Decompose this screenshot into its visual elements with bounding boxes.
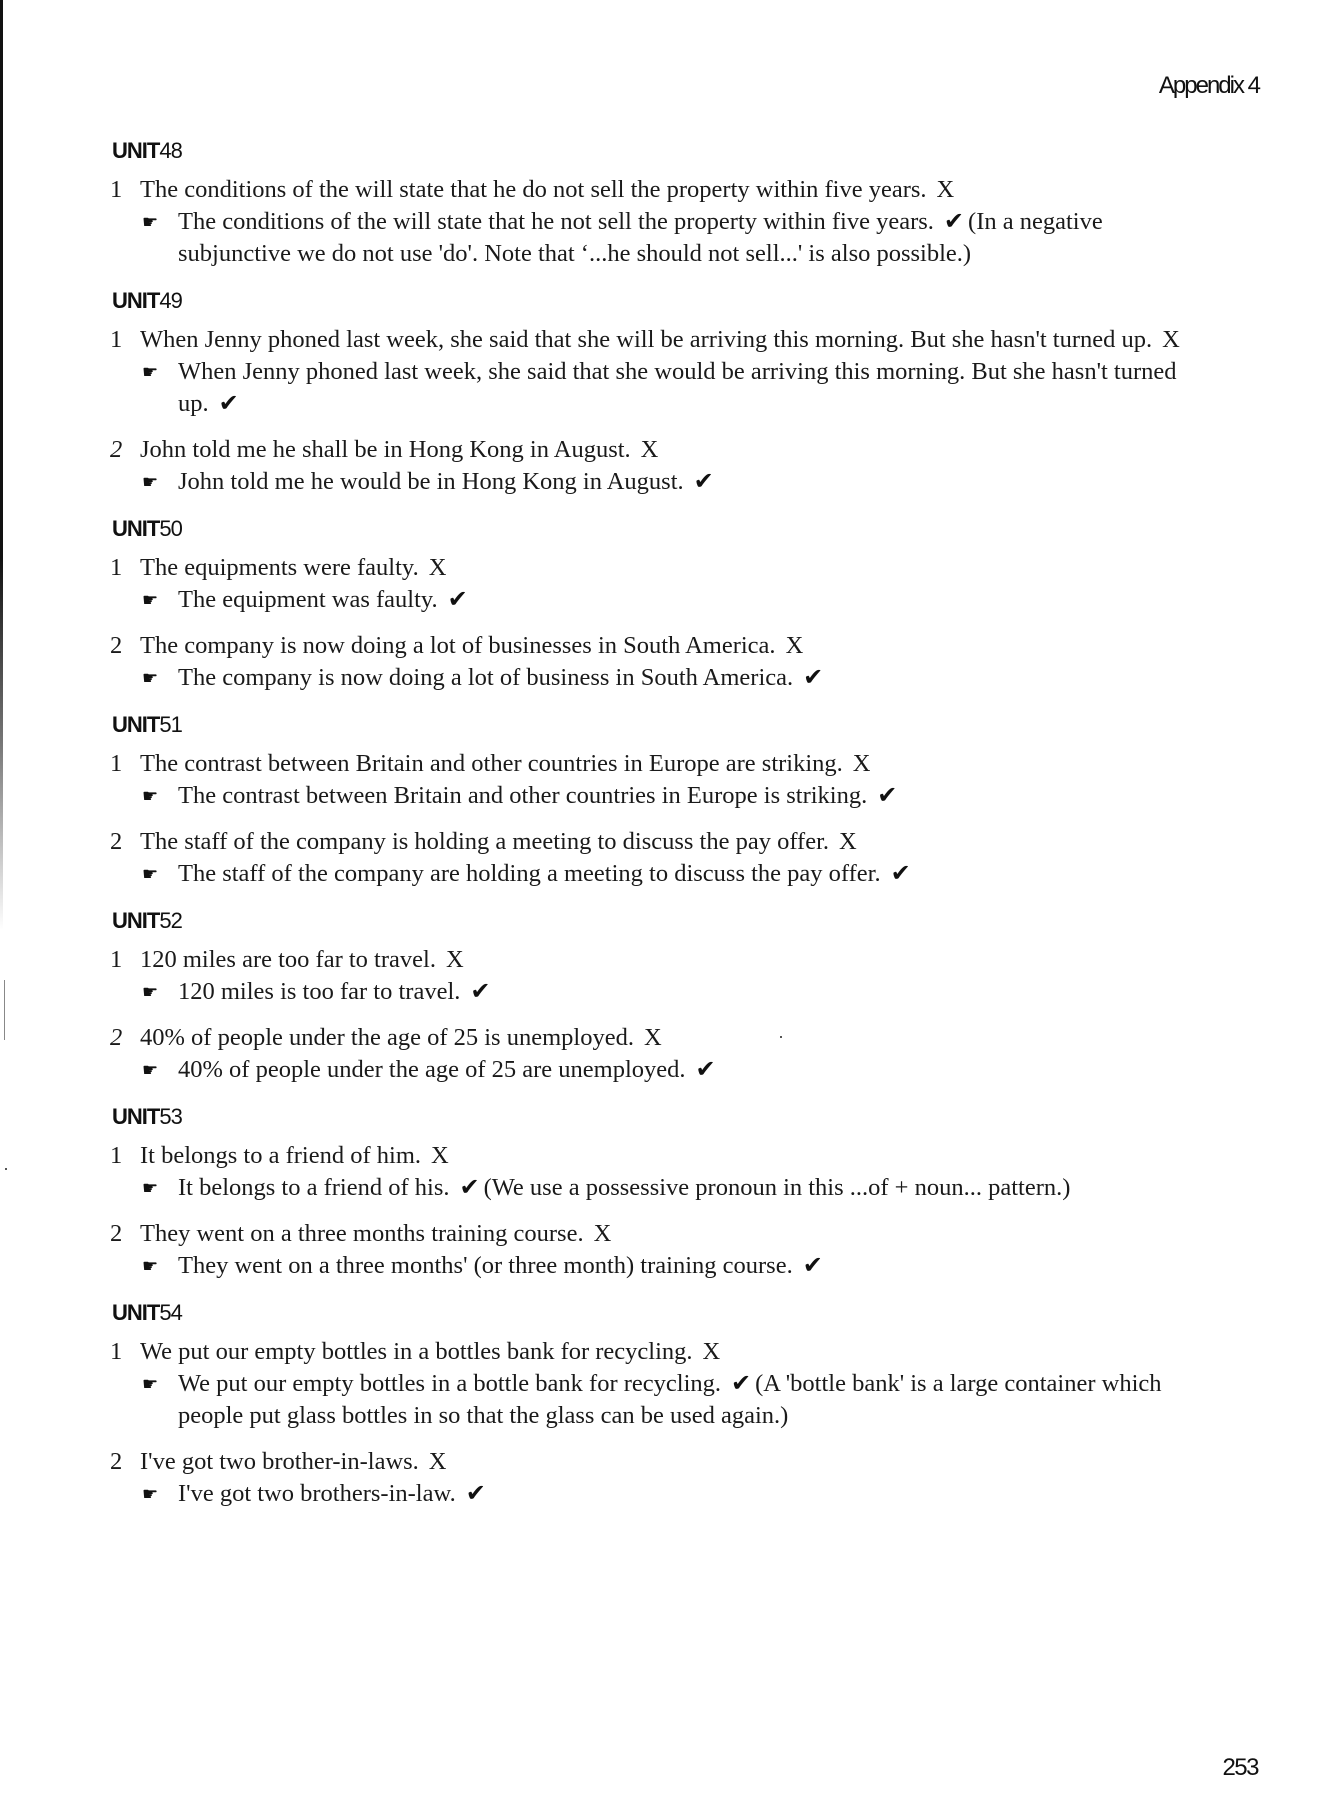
- incorrect-text-content: The contrast between Britain and other countries in Europe are striking.: [140, 750, 843, 777]
- incorrect-sentence: [110, 552, 1210, 584]
- incorrect-text: [140, 434, 658, 466]
- answer-item: [110, 748, 1210, 812]
- unit-number: 50: [159, 516, 182, 541]
- incorrect-text: [140, 174, 954, 206]
- wrong-mark: X: [428, 554, 447, 581]
- item-number: 1: [110, 554, 123, 581]
- incorrect-text-content: The staff of the company is holding a meeting to discuss the pay offer.: [140, 828, 830, 855]
- unit-heading: [112, 712, 1210, 738]
- check-mark-icon: ✔: [943, 209, 965, 235]
- incorrect-sentence: [110, 748, 1210, 780]
- pointing-hand-icon: ☛: [142, 1178, 159, 1198]
- corrected-text: [178, 976, 1210, 1008]
- incorrect-text: [140, 944, 464, 976]
- unit-label: UNIT: [112, 1104, 160, 1129]
- corrected-sentence: [142, 662, 1210, 694]
- check-mark-icon: ✔: [877, 783, 898, 809]
- unit-label: UNIT: [112, 1300, 160, 1325]
- pointing-hand-icon: ☛: [142, 786, 159, 806]
- corrected-sentence: [142, 1368, 1210, 1432]
- corrected-sentence: [142, 1478, 1210, 1510]
- wrong-mark: X: [839, 828, 857, 855]
- incorrect-sentence: [110, 434, 1210, 466]
- corrected-text-content: The staff of the company are holding a meeting to discuss the pay offer.: [178, 860, 881, 887]
- pointing-hand-icon: ☛: [142, 362, 159, 382]
- check-mark-icon: ✔: [465, 1481, 486, 1507]
- unit-number: 48: [159, 138, 182, 163]
- corrected-text-content: The equipment was faulty.: [178, 586, 438, 613]
- corrected-text-content: It belongs to a friend of his.: [178, 1174, 450, 1201]
- unit-block: [110, 138, 1210, 270]
- wrong-mark: X: [1162, 326, 1180, 353]
- corrected-sentence: [142, 206, 1210, 270]
- corrected-text-content: When Jenny phoned last week, she said that she would be arriving this morning. But she hasn't turned up.: [178, 358, 1177, 417]
- answer-item: [110, 1336, 1210, 1432]
- pointing-hand-icon: ☛: [142, 1256, 159, 1276]
- check-mark-icon: ✔: [447, 587, 468, 613]
- check-mark-icon: ✔: [731, 1371, 752, 1397]
- incorrect-text: [140, 1022, 662, 1054]
- wrong-mark: X: [702, 1338, 721, 1365]
- incorrect-text: [140, 748, 871, 780]
- incorrect-sentence: [110, 826, 1210, 858]
- incorrect-text: [140, 1446, 447, 1478]
- unit-block: [110, 908, 1210, 1086]
- corrected-text-content: The conditions of the will state that he not sell the property within five years.: [178, 208, 934, 235]
- pointing-hand-icon: ☛: [142, 1060, 159, 1080]
- unit-block: [110, 288, 1210, 498]
- corrected-sentence: [142, 1054, 1210, 1086]
- scan-edge-line: [0, 0, 3, 930]
- incorrect-text: [140, 826, 857, 858]
- explanation-note: (A 'bottle bank' is a large container which people put glass bottles in so that the glass can be used again.): [178, 1370, 1162, 1429]
- corrected-sentence: [142, 1250, 1210, 1282]
- pointing-hand-icon: ☛: [142, 212, 159, 232]
- incorrect-sentence: [110, 1336, 1210, 1368]
- answer-item: [110, 1218, 1210, 1282]
- incorrect-sentence: [110, 944, 1210, 976]
- incorrect-sentence: [110, 1218, 1210, 1250]
- pointing-hand-icon: ☛: [142, 982, 159, 1002]
- pointing-hand-icon: ☛: [142, 472, 159, 492]
- unit-number: 52: [159, 908, 182, 933]
- unit-heading: [112, 908, 1210, 934]
- incorrect-text-content: 40% of people under the age of 25 is unemployed.: [140, 1024, 634, 1051]
- corrected-text: [178, 1478, 1210, 1510]
- item-number: 1: [110, 750, 123, 777]
- wrong-mark: X: [428, 1448, 447, 1475]
- incorrect-text-content: The equipments were faulty.: [140, 554, 419, 581]
- corrected-text: [178, 584, 1210, 616]
- incorrect-text: [140, 552, 446, 584]
- item-number: 2: [110, 828, 123, 855]
- scan-edge-line: [4, 980, 5, 1040]
- corrected-sentence: [142, 858, 1210, 890]
- corrected-text-content: John told me he would be in Hong Kong in August.: [178, 468, 684, 495]
- check-mark-icon: ✔: [695, 1057, 716, 1083]
- unit-label: UNIT: [112, 908, 160, 933]
- explanation-note: (We use a possessive pronoun in this ...of + noun... pattern.): [483, 1174, 1071, 1201]
- answer-item: [110, 552, 1210, 616]
- corrected-sentence: [142, 780, 1210, 812]
- wrong-mark: X: [852, 750, 871, 777]
- unit-label: UNIT: [112, 138, 160, 163]
- incorrect-text: [140, 324, 1180, 356]
- corrected-text-content: 120 miles is too far to travel.: [178, 978, 461, 1005]
- check-mark-icon: ✔: [693, 469, 714, 495]
- wrong-mark: X: [445, 946, 464, 973]
- answer-item: [110, 1140, 1210, 1204]
- unit-label: UNIT: [112, 712, 160, 737]
- answer-item: [110, 324, 1210, 420]
- corrected-text-content: We put our empty bottles in a bottle bank for recycling.: [178, 1370, 722, 1397]
- corrected-text: [178, 466, 1210, 498]
- unit-number: 51: [159, 712, 182, 737]
- pointing-hand-icon: ☛: [142, 590, 159, 610]
- incorrect-sentence: [110, 1140, 1210, 1172]
- incorrect-text: [140, 1336, 720, 1368]
- answer-item: [110, 630, 1210, 694]
- corrected-text-content: The company is now doing a lot of business in South America.: [178, 664, 794, 691]
- corrected-sentence: [142, 1172, 1210, 1204]
- unit-heading: [112, 516, 1210, 542]
- page-number: 253: [1222, 1754, 1258, 1781]
- item-number: 1: [110, 176, 123, 203]
- answer-key-content: [110, 138, 1210, 1528]
- item-number: 1: [110, 326, 123, 353]
- incorrect-sentence: [110, 1446, 1210, 1478]
- corrected-text: [178, 1054, 1210, 1086]
- answer-item: [110, 826, 1210, 890]
- answer-item: [110, 1446, 1210, 1510]
- incorrect-text-content: It belongs to a friend of him.: [140, 1142, 422, 1169]
- corrected-text: [178, 858, 1210, 890]
- corrected-sentence: [142, 466, 1210, 498]
- corrected-text: [178, 1172, 1210, 1204]
- incorrect-text: [140, 1218, 611, 1250]
- incorrect-text-content: I've got two brother-in-laws.: [140, 1448, 419, 1475]
- item-number: 2: [110, 632, 123, 659]
- incorrect-text-content: They went on a three months training course.: [140, 1220, 584, 1247]
- incorrect-sentence: [110, 324, 1210, 356]
- corrected-text: [178, 662, 1210, 694]
- pointing-hand-icon: ☛: [142, 668, 159, 688]
- corrected-text: [178, 356, 1210, 420]
- incorrect-text-content: John told me he shall be in Hong Kong in August.: [140, 436, 631, 463]
- unit-heading: [112, 1300, 1210, 1326]
- incorrect-sentence: [110, 630, 1210, 662]
- corrected-sentence: [142, 976, 1210, 1008]
- corrected-text: [178, 1368, 1210, 1432]
- unit-number: 49: [159, 288, 182, 313]
- pointing-hand-icon: ☛: [142, 1374, 159, 1394]
- item-number: 2: [110, 1448, 123, 1475]
- unit-block: [110, 712, 1210, 890]
- check-mark-icon: ✔: [470, 979, 491, 1005]
- item-number: 2: [110, 1024, 123, 1051]
- item-number: 1: [110, 1338, 123, 1365]
- corrected-text-content: 40% of people under the age of 25 are unemployed.: [178, 1056, 686, 1083]
- pointing-hand-icon: ☛: [142, 1484, 159, 1504]
- unit-block: [110, 1300, 1210, 1510]
- page-header: Appendix 4: [1158, 72, 1259, 99]
- unit-heading: [112, 1104, 1210, 1130]
- item-number: 1: [110, 946, 123, 973]
- wrong-mark: X: [593, 1220, 612, 1247]
- incorrect-text-content: The company is now doing a lot of businesses in South America.: [140, 632, 776, 659]
- unit-label: UNIT: [112, 516, 160, 541]
- wrong-mark: X: [936, 176, 955, 203]
- incorrect-text-content: When Jenny phoned last week, she said that she will be arriving this morning. But she hasn't turned up.: [140, 326, 1153, 353]
- corrected-text-content: They went on a three months' (or three month) training course.: [178, 1252, 793, 1279]
- wrong-mark: X: [643, 1024, 662, 1051]
- unit-block: [110, 516, 1210, 694]
- incorrect-text-content: We put our empty bottles in a bottles bank for recycling.: [140, 1338, 693, 1365]
- answer-item: [110, 434, 1210, 498]
- wrong-mark: X: [431, 1142, 449, 1169]
- corrected-sentence: [142, 356, 1210, 420]
- wrong-mark: X: [785, 632, 804, 659]
- item-number: 1: [110, 1142, 123, 1169]
- answer-item: [110, 1022, 1210, 1086]
- pointing-hand-icon: ☛: [142, 864, 159, 884]
- scan-speck: [5, 1168, 7, 1170]
- check-mark-icon: ✔: [218, 391, 239, 417]
- incorrect-text-content: 120 miles are too far to travel.: [140, 946, 436, 973]
- corrected-text-content: I've got two brothers-in-law.: [178, 1480, 456, 1507]
- unit-block: [110, 1104, 1210, 1282]
- item-number: 2: [110, 436, 123, 463]
- check-mark-icon: ✔: [802, 1253, 823, 1279]
- corrected-sentence: [142, 584, 1210, 616]
- answer-item: [110, 174, 1210, 270]
- check-mark-icon: ✔: [459, 1175, 480, 1201]
- incorrect-text-content: The conditions of the will state that he do not sell the property within five years.: [140, 176, 927, 203]
- unit-number: 54: [159, 1300, 182, 1325]
- incorrect-sentence: [110, 1022, 1210, 1054]
- item-number: 2: [110, 1220, 123, 1247]
- corrected-text: [178, 206, 1210, 270]
- answer-item: [110, 944, 1210, 1008]
- incorrect-text: [140, 630, 803, 662]
- corrected-text: [178, 1250, 1210, 1282]
- check-mark-icon: ✔: [890, 861, 911, 887]
- unit-heading: [112, 288, 1210, 314]
- incorrect-text: [140, 1140, 449, 1172]
- wrong-mark: X: [640, 436, 659, 463]
- incorrect-sentence: [110, 174, 1210, 206]
- unit-heading: [112, 138, 1210, 164]
- corrected-text: [178, 780, 1210, 812]
- check-mark-icon: ✔: [803, 665, 824, 691]
- explanation-note: (In a negative subjunctive we do not use 'do'. Note that ‘...he should not sell...' is also possible.): [178, 208, 1103, 267]
- unit-number: 53: [159, 1104, 182, 1129]
- unit-label: UNIT: [112, 288, 160, 313]
- corrected-text-content: The contrast between Britain and other countries in Europe is striking.: [178, 782, 868, 809]
